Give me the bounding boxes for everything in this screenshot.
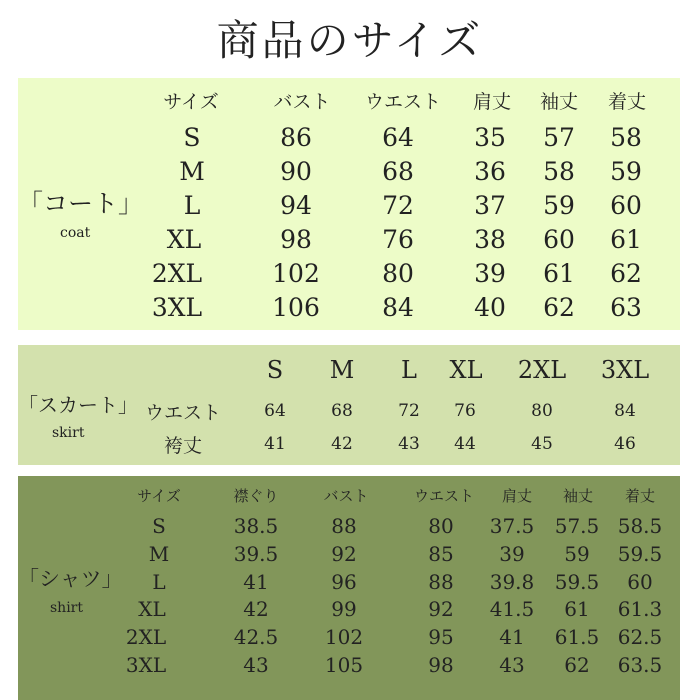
coat-cell: 40 [474,293,506,322]
shirt-cell: 102 [324,625,364,649]
skirt-cell: 68 [331,401,353,421]
skirt-size-header: M [329,356,355,384]
coat-cell: 57 [543,123,575,152]
skirt-label: 「スカート」 [18,393,138,417]
skirt-cell: 64 [264,401,286,421]
shirt-cell: 38.5 [233,514,279,538]
coat-cell: 2XL [151,259,203,288]
shirt-cell: 92 [331,542,357,566]
shirt-cell: 59.5 [617,542,663,566]
shirt-cell: 41 [499,625,525,649]
coat-cell: 62 [610,259,642,288]
shirt-cell: 92 [428,597,454,621]
skirt-cell: 84 [614,401,636,421]
coat-cell: 39 [474,259,506,288]
coat-header: バスト [273,91,331,113]
coat-label: 「コート」 [18,189,144,218]
coat-cell: 84 [382,293,414,322]
coat-cell: 80 [382,259,414,288]
skirt-cell: 42 [331,434,353,454]
shirt-cell: 61 [564,597,590,621]
shirt-cell: 39 [499,542,525,566]
coat-cell: 102 [272,259,320,288]
shirt-cell: 58.5 [617,514,663,538]
shirt-cell: 39.5 [233,542,279,566]
coat-cell: M [179,157,205,186]
skirt-cell: 41 [264,434,286,454]
coat-cell: 64 [382,123,414,152]
shirt-label: 「シャツ」 [18,567,123,591]
shirt-cell: 95 [428,625,454,649]
page-title: 商品のサイズ [216,16,484,65]
shirt-cell: 60 [627,570,653,594]
shirt-cell: 96 [331,570,357,594]
shirt-cell: 59 [564,542,590,566]
skirt-cell: 80 [531,401,553,421]
shirt-header: 襟ぐり [233,487,279,505]
skirt-size-table [18,345,680,465]
shirt-header: 肩丈 [501,487,533,505]
shirt-cell: L [152,570,166,594]
shirt-header: ウエスト [413,487,475,505]
shirt-cell: 37.5 [489,514,535,538]
coat-cell: 86 [280,123,312,152]
shirt-label-en: shirt [50,600,83,616]
skirt-cell: 76 [454,401,476,421]
skirt-row-label: 袴丈 [164,435,203,457]
coat-header: 袖丈 [539,91,579,113]
coat-header: ウエスト [364,91,442,113]
shirt-cell: 61.5 [554,625,600,649]
coat-cell: 98 [280,225,312,254]
coat-cell: 63 [610,293,642,322]
skirt-cell: 72 [398,401,420,421]
skirt-size-header: 2XL [517,356,567,384]
coat-cell: XL [166,225,202,254]
skirt-cell: 44 [454,434,476,454]
coat-cell: 61 [610,225,642,254]
skirt-cell: 43 [398,434,420,454]
coat-cell: 60 [543,225,575,254]
coat-cell: 62 [543,293,575,322]
coat-cell: 90 [280,157,312,186]
coat-header: 肩丈 [472,91,512,113]
shirt-header: サイズ [137,487,181,505]
skirt-size-header: XL [449,356,483,384]
shirt-size-table [18,476,680,700]
coat-cell: 76 [382,225,414,254]
shirt-cell: XL [138,597,166,621]
shirt-cell: 62.5 [617,625,663,649]
shirt-header: 着丈 [624,487,656,505]
coat-header: サイズ [163,91,219,113]
shirt-cell: 43 [499,653,525,677]
coat-cell: 36 [474,157,506,186]
shirt-cell: 41.5 [489,597,535,621]
shirt-cell: 59.5 [554,570,600,594]
coat-cell: S [183,123,201,152]
coat-cell: 38 [474,225,506,254]
shirt-cell: M [148,542,170,566]
shirt-cell: 88 [428,570,454,594]
coat-cell: 60 [610,191,642,220]
shirt-cell: S [152,514,166,538]
shirt-cell: 39.8 [489,570,535,594]
coat-cell: 94 [280,191,312,220]
shirt-cell: 2XL [125,625,167,649]
shirt-cell: 63.5 [617,653,663,677]
shirt-cell: 41 [243,570,269,594]
coat-cell: 35 [474,123,506,152]
coat-cell: 59 [610,157,642,186]
skirt-size-header: L [401,356,417,384]
shirt-cell: 98 [428,653,454,677]
skirt-row-label: ウエスト [145,402,222,424]
coat-cell: 106 [272,293,320,322]
coat-cell: L [183,191,201,220]
skirt-cell: 46 [614,434,636,454]
shirt-cell: 99 [331,597,357,621]
coat-cell: 68 [382,157,414,186]
coat-cell: 37 [474,191,506,220]
coat-cell: 61 [543,259,575,288]
shirt-cell: 61.3 [617,597,663,621]
coat-cell: 3XL [151,293,203,322]
shirt-cell: 43 [243,653,269,677]
shirt-cell: 88 [331,514,357,538]
coat-header: 着丈 [607,91,647,113]
skirt-cell: 45 [531,434,553,454]
skirt-size-header: 3XL [600,356,650,384]
coat-cell: 72 [382,191,414,220]
skirt-size-header: S [266,356,284,384]
coat-size-table [18,78,680,330]
skirt-label-en: skirt [52,425,85,441]
shirt-cell: 3XL [125,653,167,677]
shirt-cell: 62 [564,653,590,677]
shirt-cell: 42.5 [233,625,279,649]
coat-label-en: coat [60,225,91,241]
coat-cell: 58 [543,157,575,186]
shirt-cell: 42 [243,597,269,621]
shirt-cell: 80 [428,514,454,538]
coat-cell: 58 [610,123,642,152]
shirt-header: 袖丈 [562,487,594,505]
shirt-header: バスト [323,487,369,505]
shirt-cell: 57.5 [554,514,600,538]
shirt-cell: 105 [324,653,364,677]
shirt-cell: 85 [428,542,454,566]
coat-cell: 59 [543,191,575,220]
